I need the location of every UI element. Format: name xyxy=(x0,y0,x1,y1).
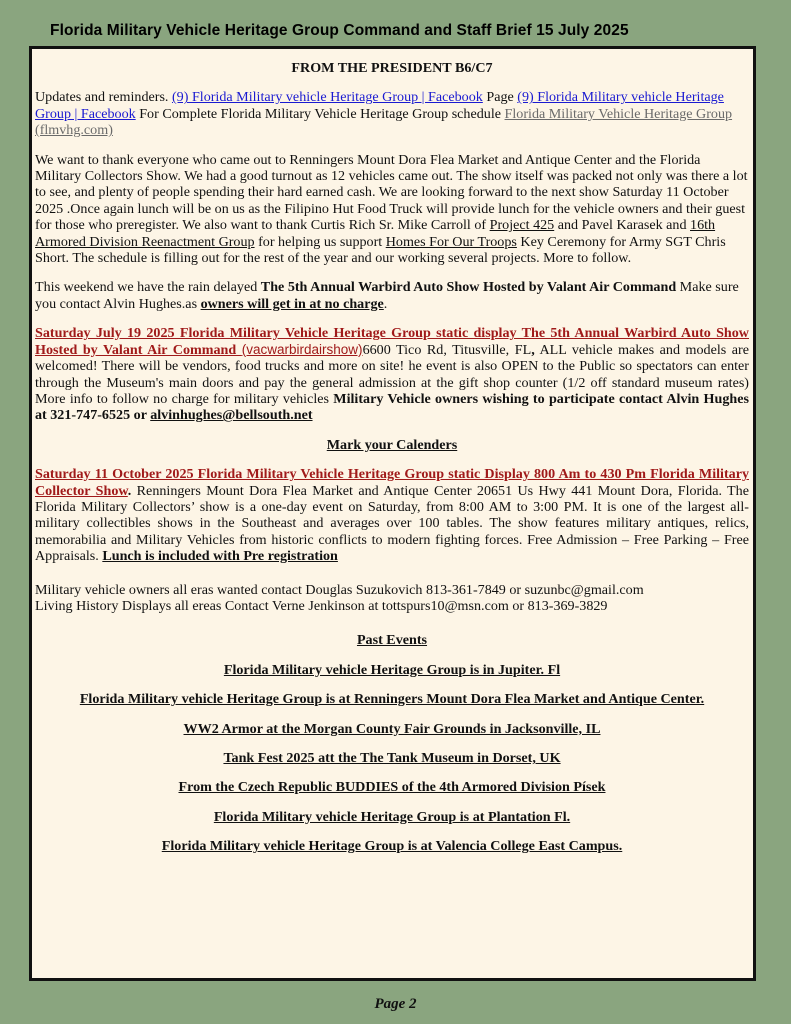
past-event-item[interactable] xyxy=(35,662,749,678)
weekend-prefix: This weekend we have the rain delayed xyxy=(35,279,261,296)
july-event-handle[interactable]: (vacwarbirdairshow) xyxy=(241,341,363,357)
page-title: Florida Military Vehicle Heritage Group Command and Staff Brief 15 July 2025 xyxy=(50,22,629,39)
past-event-label: Florida Military vehicle Heritage Group is in Jupiter. Fl xyxy=(223,661,561,678)
contacts-paragraph xyxy=(35,582,749,615)
thanks-text-3: for helping us support xyxy=(254,233,386,250)
past-event-label: WW2 Armor at the Morgan County Fair Grounds in Jacksonville, IL xyxy=(183,720,601,737)
past-event-item[interactable] xyxy=(35,809,749,825)
october-event-body: Renningers Mount Dora Flea Market and Antique Center 20651 Us Hwy 441 Mount Dora, Florida. The Florida Military Collectors’ show is a one-day event on Saturday, from 8:00 AM to 3:00 PM. It is one of the largest all-military collectibles shows in the Southeast and averages over 100 tables. The show features military antiques, relics, memorabilia and Military Vehicles from historic conflicts to modern fighting forces. Free Admission – Free Parking – Free Appraisals. xyxy=(35,482,749,565)
updates-prefix: Updates and reminders. xyxy=(35,89,172,106)
living-history-contact-line: Living History Displays all ereas Contact Verne Jenkinson at tottspurs10@msn.com or 813-369-3829 xyxy=(35,597,608,614)
weekend-middle: Make sure you contact Alvin Hughes.as xyxy=(35,279,739,312)
alvin-email-link[interactable]: alvinhughes@bellsouth.net xyxy=(150,407,313,424)
project-425-link[interactable]: Project 425 xyxy=(489,217,555,234)
july-event-address: 6600 Tico Rd, Titusville, FL xyxy=(362,341,532,358)
owners-contact-line: Military vehicle owners all eras wanted contact Douglas Suzukovich 813-361-7849 or suzunbc@gmail.com xyxy=(35,581,644,598)
past-event-item[interactable] xyxy=(35,838,749,854)
calendar-heading xyxy=(35,437,749,453)
lunch-preregistration: Lunch is included with Pre registration xyxy=(102,548,338,565)
july-event-comma: , xyxy=(531,341,535,358)
schedule-text: For Complete Florida Military Vehicle Heritage Group schedule xyxy=(135,105,505,122)
october-event-paragraph xyxy=(35,466,749,564)
armored-division-link[interactable]: 16th Armored Division Reenactment Group xyxy=(35,217,716,250)
past-events-heading-text: Past Events xyxy=(356,632,428,649)
july-event-body: ALL vehicle makes and models are welcomed! There will be vendors, food trucks and more on site! he event is also OPEN to the Public so spectators can enter through the Museum's main doors and pay the general admission at the gift shop counter (1/2 off standard museum rates) More info to follow no charge for military vehicles xyxy=(35,341,749,407)
thanks-text-2: and Pavel Karasek and xyxy=(554,217,691,234)
thanks-paragraph xyxy=(35,152,749,267)
weekend-event-name: The 5th Annual Warbird Auto Show Hosted by Valant Air Command xyxy=(260,279,677,296)
past-event-item[interactable] xyxy=(35,779,749,795)
page-number: Page 2 xyxy=(374,996,417,1012)
past-event-label: Florida Military vehicle Heritage Group is at Renningers Mount Dora Flea Market and Antique Center. xyxy=(79,691,705,708)
facebook-link-1[interactable]: (9) Florida Military vehicle Heritage Group | Facebook xyxy=(171,89,483,106)
calendar-heading-text: Mark your Calenders xyxy=(326,436,458,453)
website-link[interactable]: Florida Military Vehicle Heritage Group (flmvhg.com) xyxy=(35,105,733,139)
past-events-heading xyxy=(35,632,749,648)
past-event-label: Tank Fest 2025 att the The Tank Museum in Dorset, UK xyxy=(223,750,561,766)
past-event-item[interactable] xyxy=(35,750,749,766)
past-event-label: Florida Military vehicle Heritage Group is at Valencia College East Campus. xyxy=(161,838,623,855)
past-event-item[interactable] xyxy=(35,721,749,737)
page-word: Page xyxy=(482,89,518,106)
thanks-text-1: We want to thank everyone who came out to Renningers Mount Dora Flea Market and Antique Center and the Florida Military Collectors Show. We had a good turnout as 12 vehicles came out. The show itself was packed not only was there a lot to see, and plenty of people spending their hard earned cash. We are looking forward to the next show Saturday 11 October 2025 .Once again lunch will be on us as the Filipino Hut Food Truck will provide lunch for the vehicle owners and their guest for those who preregister. We also want to thank Curtis Rich Sr. Mike Carroll of xyxy=(35,151,748,234)
july-event-title: Saturday July 19 2025 Florida Military Vehicle Heritage Group static display The 5th Annual Warbird Auto Show Hosted by Valant Air Command xyxy=(35,325,749,358)
thanks-text-4: Key Ceremony for Army SGT Chris Short. The schedule is filling out for the rest of the year and our working several projects. More to follow. xyxy=(35,233,726,267)
facebook-link-2[interactable]: (9) Florida Military vehicle Heritage Group | Facebook xyxy=(35,89,724,122)
july-event-paragraph xyxy=(35,325,749,423)
past-event-label: From the Czech Republic BUDDIES of the 4th Armored Division Písek xyxy=(178,779,606,796)
weekend-paragraph xyxy=(35,279,749,312)
july-event-contact: Military Vehicle owners wishing to participate contact Alvin Hughes at 321-747-6525 or xyxy=(35,390,749,424)
owners-no-charge: owners will get in at no charge xyxy=(200,295,384,312)
updates-paragraph xyxy=(35,89,749,138)
newsletter-content xyxy=(35,60,749,868)
past-event-label: Florida Military vehicle Heritage Group is at Plantation Fl. xyxy=(213,808,571,825)
october-event-title-end: . xyxy=(127,482,132,499)
weekend-end: . xyxy=(383,295,388,312)
section-heading-president: FROM THE PRESIDENT B6/C7 xyxy=(291,60,493,76)
october-event-title: Saturday 11 October 2025 Florida Military Vehicle Heritage Group static Display 800 Am to 430 Pm Florida Military Collector Show xyxy=(35,466,749,499)
homes-for-troops-link[interactable]: Homes For Our Troops xyxy=(385,233,517,250)
past-event-item[interactable] xyxy=(35,691,749,707)
